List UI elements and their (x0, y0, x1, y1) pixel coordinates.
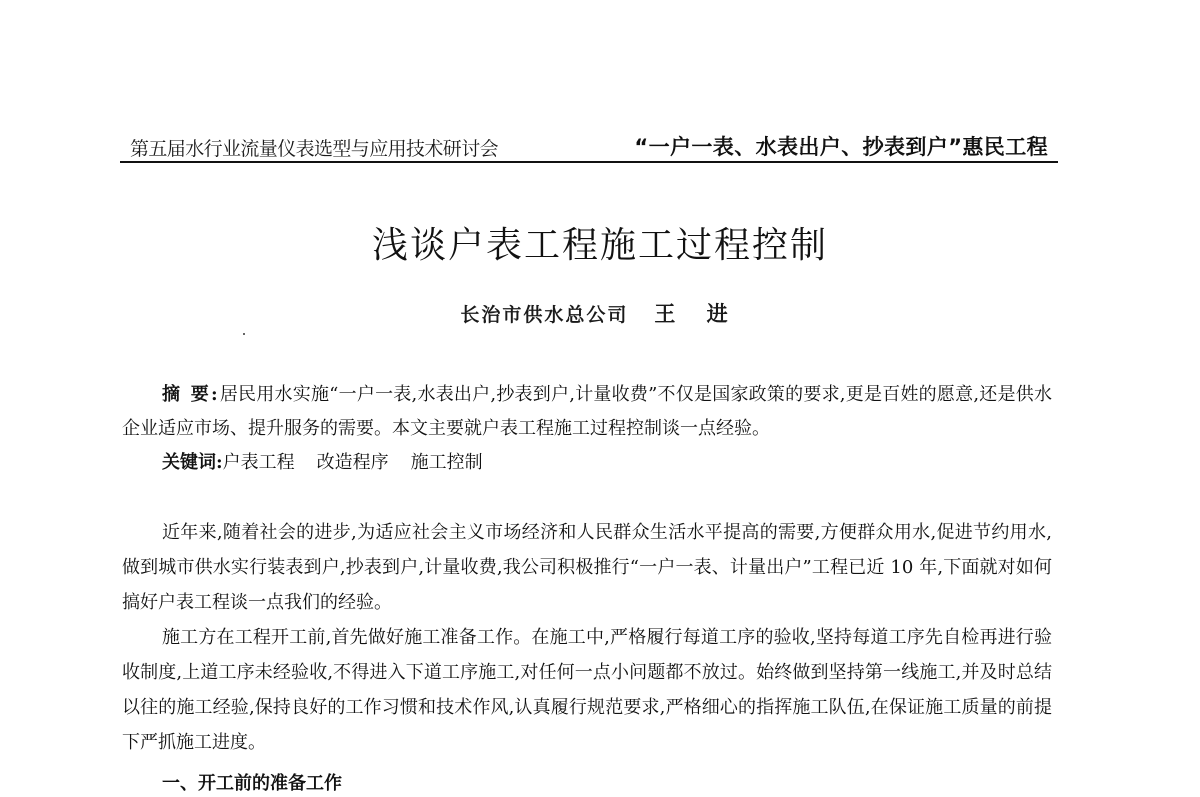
conference-name: 第五届水行业流量仪表选型与应用技术研讨会 (130, 138, 499, 160)
article-title: 浅谈户表工程施工过程控制 (371, 225, 828, 266)
running-header (120, 130, 1058, 160)
paragraph: 近年来,随着社会的进步,为适应社会主义市场经济和人民群众生活水平提高的需要,方便群众用水,促进节约用水,做到城市供水实行装表到户,抄表到户,计量收费,我公司积极推行“一户一表、计量出户”工程已近 10 年,下面就对如何搞好户表工程谈一点我们的经验。 (122, 522, 1052, 613)
keywords (122, 446, 1052, 480)
body-text (122, 515, 1052, 760)
byline (0, 298, 1200, 328)
header-rule (120, 161, 1058, 163)
project-name: “一户一表、水表出户、抄表到户”惠民工程 (634, 135, 1048, 159)
paragraph: 施工方在工程开工前,首先做好施工准备工作。在施工中,严格履行每道工序的验收,坚持每道工序先自检再进行验收制度,上道工序未经验收,不得进入下道工序施工,对任何一点小问题都不放过。始终做到坚持第一线施工,并及时总结以往的施工经验,保持良好的工作习惯和技术作风,认真履行规范要求,严格细心的指挥施工队伍,在保证施工质量的前提下严抓施工进度。 (122, 627, 1052, 753)
scan-speck (243, 333, 245, 335)
abstract-label: 摘 要: (162, 384, 220, 405)
abstract-text: 居民用水实施“一户一表,水表出户,抄表到户,计量收费”不仅是国家政策的要求,更是百姓的愿意,还是供水企业适应市场、提升服务的需要。本文主要就户表工程施工过程控制谈一点经验。 (122, 384, 1052, 439)
author-name: 王 进 (654, 301, 740, 326)
keywords-label: 关键词: (162, 452, 223, 473)
affiliation: 长治市供水总公司 (460, 304, 629, 326)
abstract (122, 378, 1052, 446)
keyword: 施工控制 (410, 452, 483, 473)
keyword: 户表工程 (222, 452, 295, 473)
section-heading: 一、开工前的准备工作 (162, 773, 342, 794)
keyword: 改造程序 (316, 452, 389, 473)
